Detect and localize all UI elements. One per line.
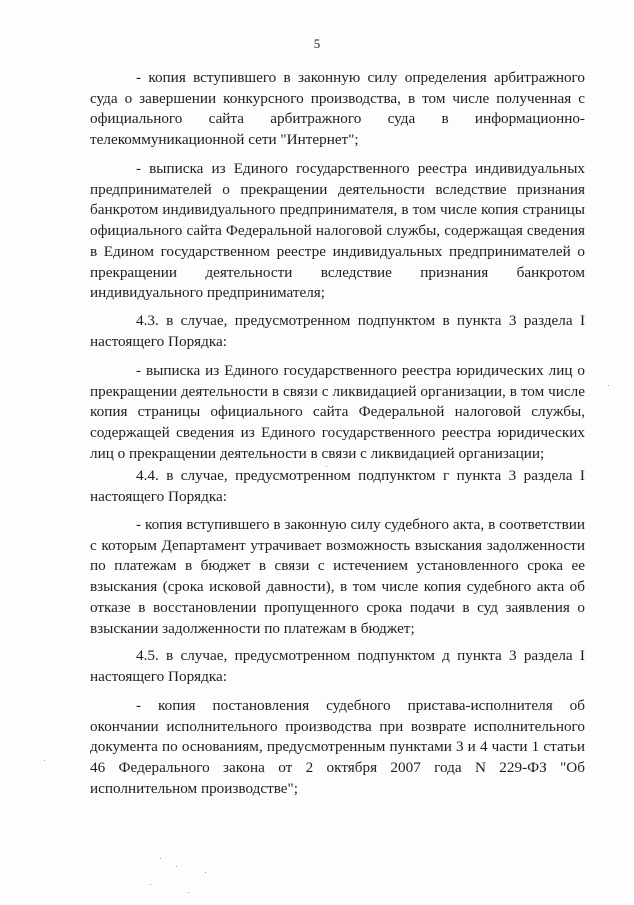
scan-speck [44,760,45,761]
scan-speck [188,892,189,893]
paragraph-6: - копия вступившего в законную силу судебного акта, в соответствии с которым Департамент утрачивает возможность взыскания задолженности по платежам в бюджет в связи с истечением установленного срока ее взыскания (срока исковой давности), в том числе копия судебного акта об отказе в восстановлении пропущенного срока подачи в суд заявления о взыскании задолженности по платежам в бюджет; [90,516,585,637]
scan-speck [326,466,327,467]
paragraph-4: - выписка из Единого государственного реестра юридических лиц о прекращении деятельности в связи с ликвидацией организации, в том числе копия страницы официального сайта Федеральной налоговой службы, содержащей сведения из Единого государственного реестра юридических лиц о прекращении деятельности в связи с ликвидацией организации; [90,362,585,462]
paragraph-2: - выписка из Единого государственного реестра индивидуальных предпринимателей о прекращении деятельности вследствие признания банкротом индивидуального предпринимателя, в том числе копия страницы официального сайта Федеральной налоговой службы, содержащая сведения в Едином государственном реестре индивидуальных предпринимателей о прекращении деятельности вследствие признания банкротом индивидуального предпринимателя; [90,160,585,302]
scan-speck [205,872,206,873]
page-number: 5 [313,36,321,51]
scan-speck [176,866,177,867]
paragraph-3-heading-4-3: 4.3. в случае, предусмотренном подпунктом в пункта 3 раздела I настоящего Порядка: [90,312,585,350]
scan-speck [608,385,609,386]
paragraph-1: - копия вступившего в законную силу определения арбитражного суда о завершении конкурсного производства, в том числе полученная с официального сайта арбитражного суда в информационно-телекоммуникационной сети "Интернет"; [90,69,585,149]
paragraph-5-heading-4-4: 4.4. в случае, предусмотренном подпунктом г пункта 3 раздела I настоящего Порядка: [90,467,585,505]
paragraph-8: - копия постановления судебного пристава-исполнителя об окончании исполнительного производства при возврате исполнительного документа по основаниям, предусмотренным пунктами 3 и 4 части 1 статьи 46 Федерального закона от 2 октября 2007 года N 229-ФЗ "Об исполнительном производстве"; [90,697,585,797]
scan-speck [160,858,161,859]
paragraph-7-heading-4-5: 4.5. в случае, предусмотренном подпунктом д пункта 3 раздела I настоящего Порядка: [90,647,585,685]
scan-speck [150,884,151,885]
